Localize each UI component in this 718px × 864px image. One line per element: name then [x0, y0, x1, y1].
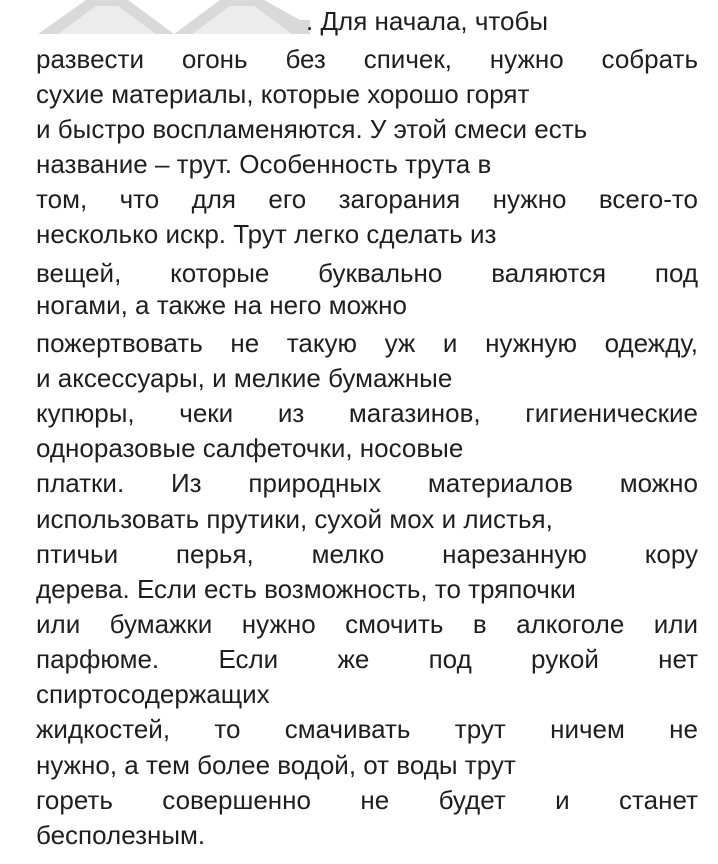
text-line: бесполезным.: [36, 820, 206, 850]
text-line: пожертвовать не такую уж и нужную одежду,: [36, 328, 698, 358]
text-line: спиртосодержащих: [36, 679, 270, 709]
text-line: купюры, чеки из магазинов, гигиенические: [36, 398, 698, 428]
text-line: вещей, которые буквально валяются под: [36, 258, 698, 288]
text-line: жидкостей, то смачивать трут ничем не: [36, 714, 698, 744]
text-line: сухие материалы, которые хорошо горят: [36, 79, 530, 109]
text-line: название – трут. Особенность трута в: [36, 149, 492, 179]
text-line: ногами, а также на него можно: [36, 290, 407, 320]
text-line: развести огонь без спичек, нужно собрать: [36, 44, 698, 74]
text-line: несколько искр. Трут легко сделать из: [36, 219, 497, 249]
crop-mask-shape: [38, 0, 310, 34]
text-line: птичьи перья, мелко нарезанную кору: [36, 539, 698, 569]
text-line: нужно, а тем более водой, от воды трут: [36, 750, 516, 780]
text-line: использовать прутики, сухой мох и листья,: [36, 504, 553, 534]
text-line: и аксессуары, и мелкие бумажные: [36, 363, 453, 393]
text-line: том, что для его загорания нужно всего-то: [36, 184, 698, 214]
text-line: или бумажки нужно смочить в алкоголе или: [36, 609, 698, 639]
text-line: гореть совершенно не будет и станет: [36, 785, 698, 815]
text-line: . Для начала, чтобы: [306, 6, 549, 36]
text-line: и быстро воспламеняются. У этой смеси есть: [36, 114, 588, 144]
text-line: платки. Из природных материалов можно: [36, 468, 698, 498]
text-line: дерева. Если есть возможность, то тряпочки: [36, 574, 576, 604]
text-line: парфюме. Если же под рукой нет: [36, 644, 698, 674]
text-line: одноразовые салфеточки, носовые: [36, 433, 464, 463]
